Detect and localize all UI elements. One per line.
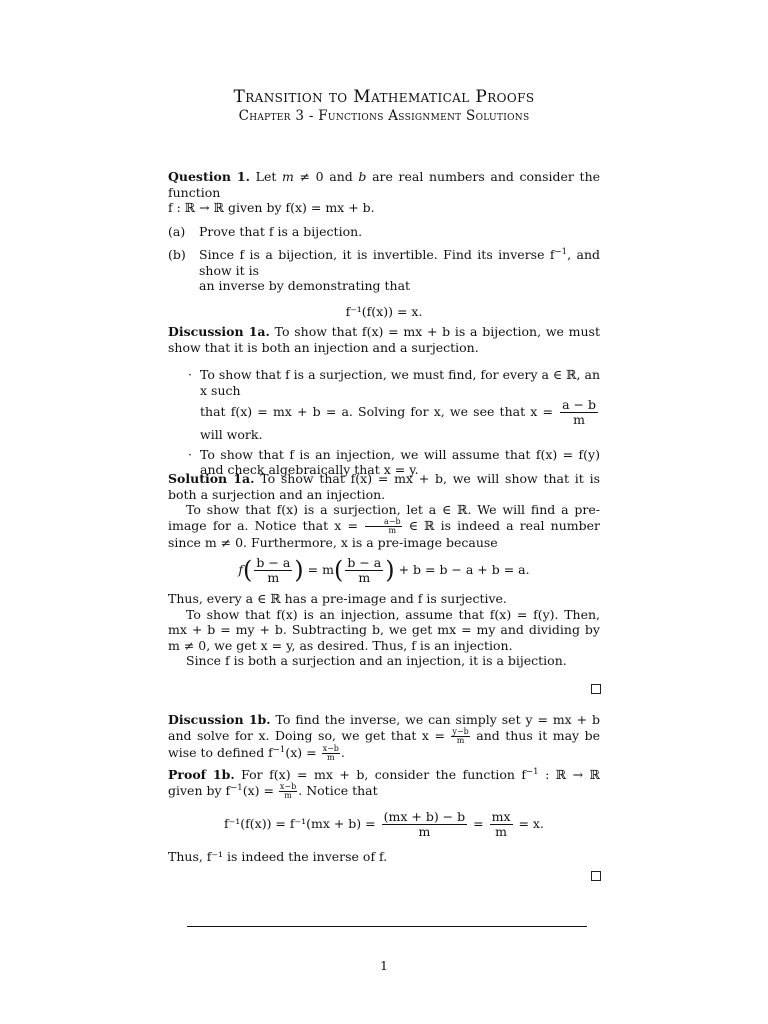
discussion-1a <box>168 324 600 478</box>
bullet-dot-icon: · <box>188 446 192 462</box>
solution-1a-p2: To show that f(x) is a surjection, let a ∈ ℝ. We will find a pre-image for a. Notice that x = $\frac{a-b}{m}$ ∈ ℝ is indeed a real number since m ≠ 0. Furthermore, x is a pre-image because <box>168 502 600 550</box>
proof-1b-label: Proof 1b. <box>168 767 235 782</box>
proof-1b <box>168 767 600 864</box>
discussion-1a-bullet-1: · To show that f is a surjection, we must find, for every a ∈ ℝ, an x such that f(x) = mx + b = a. Solving for x, we see that x = $\frac{a - b}{m}$ will work. <box>188 367 600 442</box>
question-1-label: Question 1. <box>168 169 250 184</box>
solution-1a-p3: Thus, every a ∈ ℝ has a pre-image and f is surjective. <box>168 591 507 606</box>
discussion-1a-text: Discussion 1a. To show that f(x) = mx + b is a bijection, we must show that it is both an injection and a surjection. <box>168 324 600 355</box>
discussion-1b-label: Discussion 1b. <box>168 712 271 727</box>
bullet-dot-icon: · <box>188 367 192 382</box>
qed-square-icon <box>591 871 601 881</box>
fraction: $\frac{x-b}{m}$ <box>279 781 297 800</box>
fraction: $\frac{(mx + b) - b}{m}$ <box>383 808 466 839</box>
fraction: $\frac{b - a}{m}$ <box>347 555 382 585</box>
fraction: $\frac{b - a}{m}$ <box>256 555 291 585</box>
question-1-statement: Question 1. Let m ≠ 0 and b are real numbers and consider the function f : ℝ → ℝ given by f(x) = mx + b. <box>168 169 601 215</box>
proof-1b-display-equation: f⁻¹(f(x)) = f⁻¹(mx + b) = $\frac{(mx + b) - b}{m}$ = $\frac{mx}{m}$ = x. <box>224 808 544 839</box>
solution-1a-p4: To show that f(x) is an injection, assume that f(x) = f(y). Then, mx + b = my + b. Subtracting b, we get mx = my and dividing by m ≠ 0, we get x = y, as desired. Thus, f is an injection. <box>168 606 600 653</box>
proof-1b-p1: Proof 1b. For f(x) = mx + b, consider the function $f^{-1}$ : ℝ → ℝ given by $f^{-1}(x)$ = $\frac{x-b}{m}$ . Notice that <box>168 766 600 800</box>
fraction: $\frac{y-b}{m}$ <box>452 726 469 745</box>
document-title: Transition to Mathematical Proofs <box>233 87 535 107</box>
fraction: $\frac{x-b}{m}$ <box>322 743 339 762</box>
proof-1b-p2: Thus, f⁻¹ is indeed the inverse of f. <box>168 848 388 864</box>
question-1-display-equation: f⁻¹(f(x)) = x. <box>345 303 423 319</box>
question-1-part-b: (b) Since f is a bijection, it is invertible. Find its inverse $f^{-1}$, and show it is an inverse by demonstrating that <box>168 246 600 293</box>
solution-1a <box>168 471 600 669</box>
solution-1a-label: Solution 1a. <box>168 471 255 486</box>
solution-1a-display-equation: f( $\frac{b - a}{m}$ ) = m( $\frac{b - a}{m}$ ) + b = b − a + b = a. <box>238 555 530 585</box>
qed-square-icon <box>591 684 601 694</box>
footer-rule <box>187 926 587 927</box>
question-1-part-a: (a) Prove that f is a bijection. <box>168 223 363 239</box>
page-number: 1 <box>380 958 388 973</box>
discussion-1b: Discussion 1b. To find the inverse, we can simply set y = mx + b and solve for x. Doing so, we get that x = $\frac{y-b}{m}$ and thus it may be wise to defined $f^{-1}(x)$ = $\frac{x-b}{m}$ . <box>168 712 600 762</box>
question-1 <box>168 169 600 319</box>
fraction: $\frac{a - b}{m}$ <box>562 397 596 427</box>
document-subtitle: Chapter 3 - Functions Assignment Solutions <box>238 108 530 124</box>
solution-1a-p5: Since f is both a surjection and an injection, it is a bijection. <box>186 653 567 668</box>
fraction: $\frac{a-b}{m}$ <box>365 518 402 535</box>
fraction: $\frac{mx}{m}$ <box>491 808 511 839</box>
solution-1a-p1: Solution 1a. To show that f(x) = mx + b, we will show that it is both a surjection and an injection. <box>168 471 600 502</box>
discussion-1a-label: Discussion 1a. <box>168 324 270 339</box>
discussion-1a-bullet-2: · To show that f is an injection, we will assume that f(x) = f(y) and check algebraically that x = y. <box>188 446 600 477</box>
